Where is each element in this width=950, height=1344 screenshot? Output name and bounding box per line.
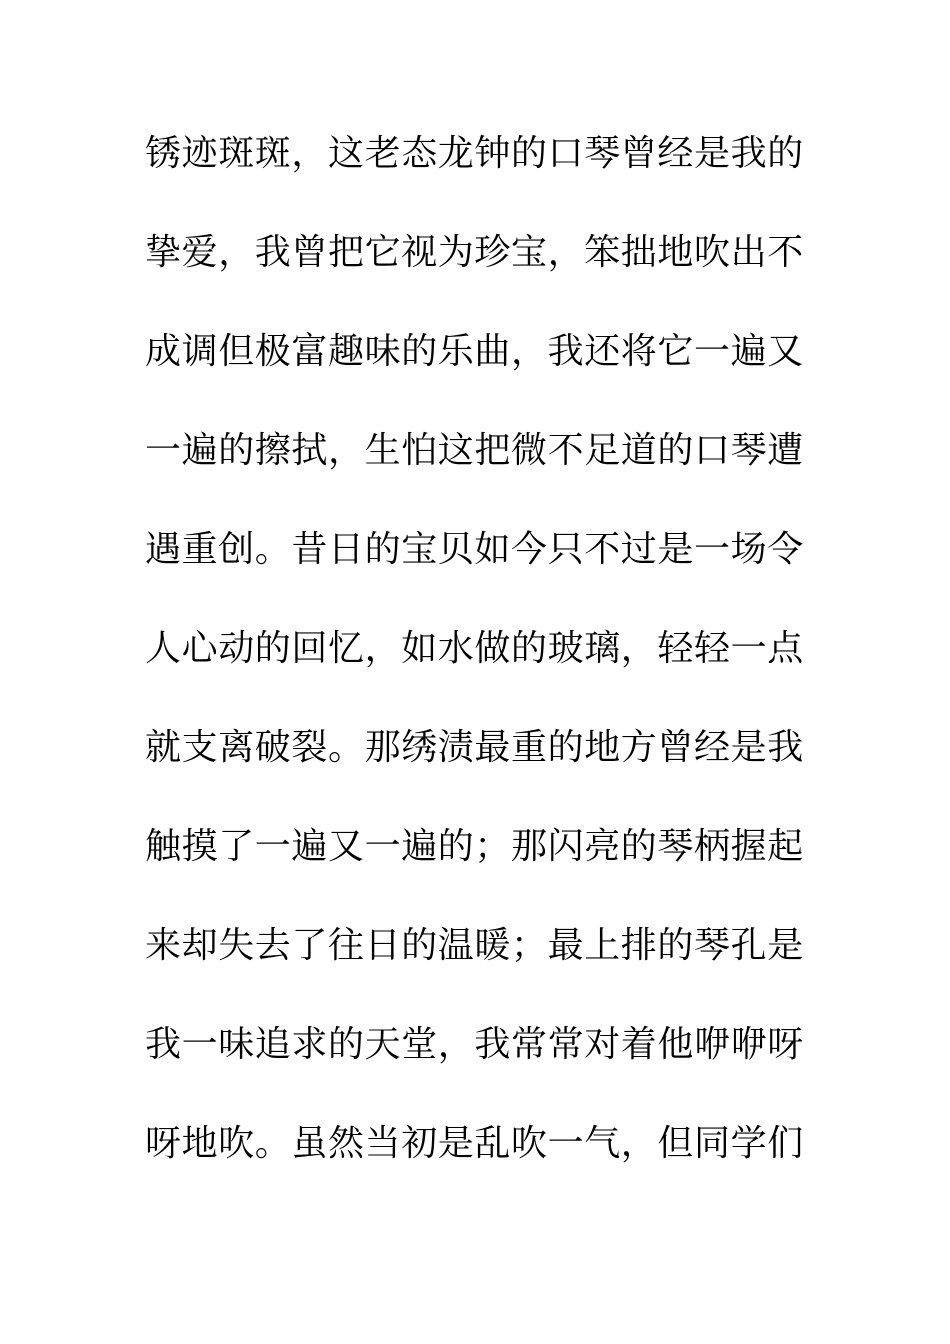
text-line: 锈迹斑斑，这老态龙钟的口琴曾经是我的 (145, 133, 804, 174)
text-line: 成调但极富趣味的乐曲，我还将它一遍又 (145, 331, 804, 372)
text-line: 我一味追求的天堂，我常常对着他咿咿呀 (145, 1024, 804, 1065)
text-line: 呀地吹。虽然当初是乱吹一气，但同学们 (145, 1123, 804, 1164)
text-line: 就支离破裂。那绣渍最重的地方曾经是我 (145, 727, 804, 768)
text-line: 遇重创。昔日的宝贝如今只不过是一场令 (145, 529, 804, 570)
body-text (145, 122, 815, 1211)
text-line: 触摸了一遍又一遍的；那闪亮的琴柄握起 (145, 826, 804, 867)
text-line: 来却失去了往日的温暖；最上排的琴孔是 (145, 925, 804, 966)
text-line: 挚爱，我曾把它视为珍宝，笨拙地吹出不 (145, 232, 804, 273)
text-line: 一遍的擦拭，生怕这把微不足道的口琴遭 (145, 430, 804, 471)
text-line: 人心动的回忆，如水做的玻璃，轻轻一点 (145, 628, 804, 669)
